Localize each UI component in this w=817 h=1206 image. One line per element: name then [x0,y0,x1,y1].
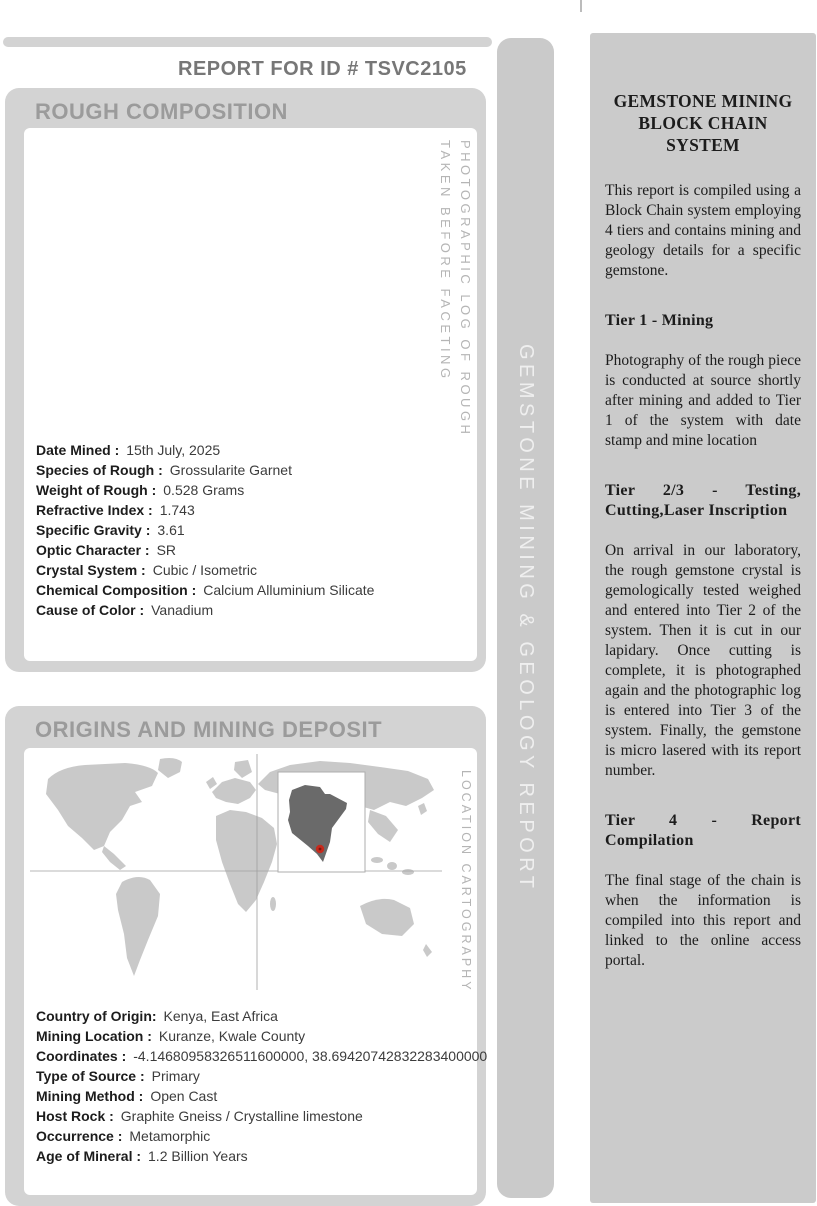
field-row-crystal-system [36,562,467,582]
island-borneo [387,862,397,870]
field-value: Calcium Alluminium Silicate [203,582,375,598]
tier23-paragraph: On arrival in our laboratory, the rough gemstone crystal is gemologically tested weighed and entered into Tier 2 of the system. Then it is cut in our lapidary. Once cutting is complete, it is photographed again and the photographic log is entered into Tier 3 of the system. Finally, the gemstone is micro lasered with its report number. [605,541,801,779]
field-label: Chemical Composition : [36,582,197,598]
island-new-zealand [423,944,432,957]
continent-central-america [102,846,126,870]
continent-south-america [116,877,160,976]
field-label: Refractive Index : [36,502,153,518]
tier1-paragraph: Photography of the rough piece is conducted at source shortly after mining and added to Tier 1 of the system with date stamp and mine location [605,351,801,449]
world-map [30,754,442,990]
field-label: Date Mined : [36,442,120,458]
continent-africa [216,810,277,912]
tier23-heading: Tier 2/3 - Testing, Cutting,Laser Inscription [605,481,801,519]
field-row-mining-method [36,1088,467,1108]
info-intro-paragraph: This report is compiled using a Block Chain system employing 4 tiers and contains mining and geology details for a specific gemstone. [605,181,801,279]
field-value: Grossularite Garnet [169,462,292,478]
origins-card [5,706,486,1206]
field-value: 3.61 [157,522,185,538]
origin-fields-list [36,1008,488,1168]
blockchain-info-panel [590,33,816,1203]
continent-europe [212,778,256,804]
island-madagascar [270,897,276,911]
tier4-paragraph: The final stage of the chain is when the information is compiled into this report and linked to the online access portal. [605,871,801,969]
field-row-occurrence [36,1128,467,1148]
field-value: 0.528 Grams [163,482,245,498]
field-row-mineral-age [36,1148,467,1168]
field-value: Vanadium [151,602,214,618]
field-row-optic-character [36,542,467,562]
continent-australia [360,899,414,936]
photo-log-caption-line2: TAKEN BEFORE FACETING [438,140,453,382]
field-row-host-rock [36,1108,467,1128]
report-id-title: REPORT FOR ID # TSVC2105 [178,58,467,80]
tier4-heading: Tier 4 - Report Compilation [605,811,801,849]
island-papua [402,869,414,875]
field-value: Open Cast [150,1088,218,1104]
info-panel-title: GEMSTONE MINING BLOCK CHAIN SYSTEM [613,91,793,155]
field-label: Species of Rough : [36,462,163,478]
mine-location-marker-center [319,848,322,851]
region-scandinavia [234,760,252,778]
field-value: Graphite Gneiss / Crystalline limestone [120,1108,363,1124]
photo-log-caption [435,140,475,437]
field-label: Host Rock : [36,1108,114,1124]
field-label: Occurrence : [36,1128,123,1144]
world-map-svg [30,754,442,990]
island-japan [418,803,427,815]
rough-fields-list [36,442,467,622]
field-value: Kenya, East Africa [163,1008,278,1024]
continent-north-america [46,763,158,850]
page-top-bar [3,37,492,47]
field-row-refractive-index [36,502,467,522]
field-label: Crystal System : [36,562,146,578]
field-value: Metamorphic [129,1128,211,1144]
vertical-strip-label: GEMSTONE MINING & GEOLOGY REPORT [515,343,537,893]
top-edge-tick [580,0,582,12]
field-row-source-type [36,1068,467,1088]
field-label: Optic Character : [36,542,150,558]
tier1-heading: Tier 1 - Mining [605,311,714,329]
field-row-date-mined [36,442,467,462]
region-east-asia [368,810,398,842]
origins-title: ORIGINS AND MINING DEPOSIT [35,717,383,742]
field-value: SR [156,542,177,558]
cartography-caption: LOCATION CARTOGRAPHY [459,770,473,993]
rough-composition-card [5,88,486,672]
field-value: -4.14680958326511600000, 38.69420742832283400000 [133,1048,488,1064]
field-row-coordinates [36,1048,488,1068]
rough-composition-content [24,128,477,661]
field-value: Primary [151,1068,200,1084]
field-row-country [36,1008,467,1028]
vertical-title-strip [497,38,554,1198]
field-label: Mining Method : [36,1088,144,1104]
field-value: Kuranze, Kwale County [158,1028,306,1044]
field-label: Coordinates : [36,1048,127,1064]
field-row-chemical-composition [36,582,467,602]
field-label: Age of Mineral : [36,1148,142,1164]
field-value: 15th July, 2025 [126,442,221,458]
field-label: Mining Location : [36,1028,152,1044]
field-value: Cubic / Isometric [152,562,257,578]
island-greenland [158,758,182,778]
field-label: Weight of Rough : [36,482,157,498]
rough-composition-title: ROUGH COMPOSITION [35,99,288,124]
field-label: Cause of Color : [36,602,145,618]
field-label: Type of Source : [36,1068,145,1084]
field-value: 1.2 Billion Years [148,1148,248,1164]
origins-content [24,748,488,1195]
field-label: Specific Gravity : [36,522,151,538]
photo-log-caption-line1: PHOTOGRAPHIC LOG OF ROUGH [458,140,473,438]
island-britain [206,777,217,789]
field-row-mining-location [36,1028,467,1048]
field-row-species [36,462,467,482]
field-row-specific-gravity [36,522,467,542]
field-row-weight [36,482,467,502]
field-row-cause-of-color [36,602,467,622]
rough-photo-area [30,133,438,430]
field-label: Country of Origin: [36,1008,157,1024]
island-sumatra [371,857,383,863]
field-value: 1.743 [159,502,195,518]
